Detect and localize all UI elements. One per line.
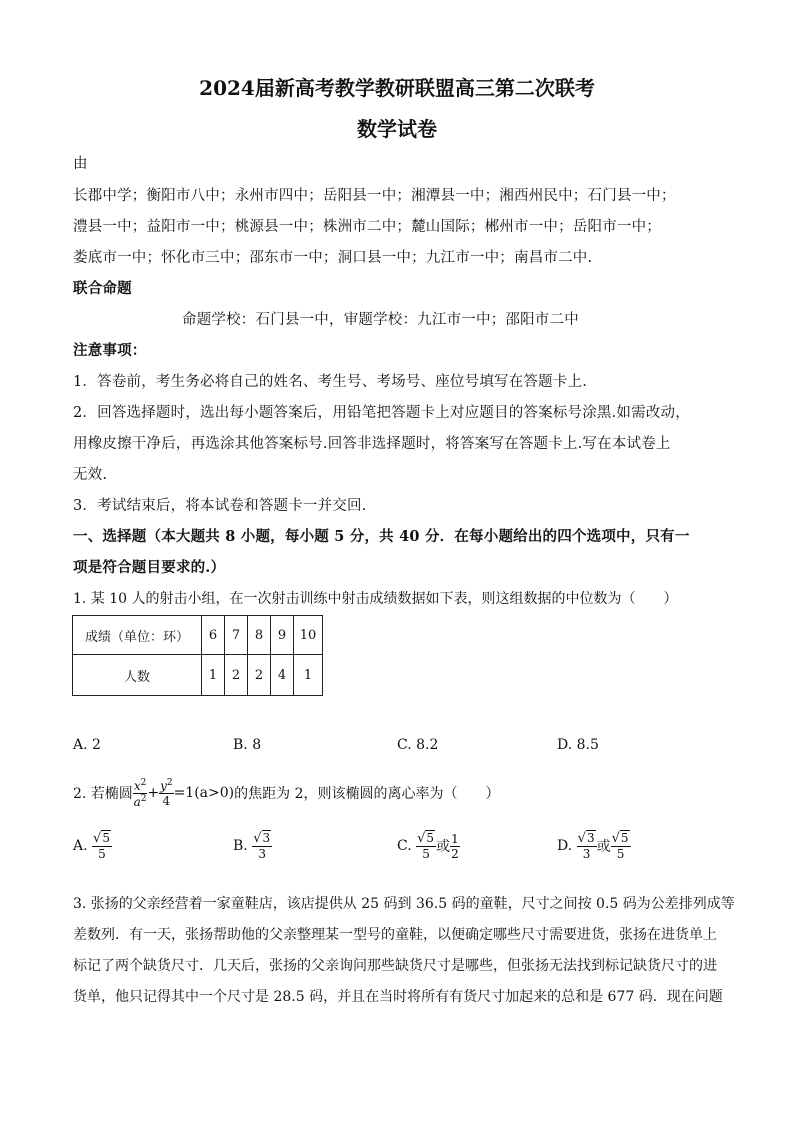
table-cell: 4 [271,655,294,696]
notice-item-2b: 用橡皮擦干净后，再选涂其他答案标号.回答非选择题时，将答案写在答题卡上.写在本试卷上 [73,436,671,452]
q3-line-4: 货单，他只记得其中一个尺寸是 28.5 码，并且在当时将所有有货尺寸加起来的总和是 677 码．现在问题 [73,989,723,1005]
ellipse-term-y: $\frac{y^2}{4}$ [160,778,173,808]
schools-line-1: 长郡中学；衡阳市八中；永州市四中；岳阳县一中；湘潭县一中；湘西州民中；石门县一中； [73,188,676,204]
notice-item-2c: 无效. [73,467,108,483]
table-cell: 8 [248,616,271,655]
schools-line-2: 澧县一中；益阳市一中；桃源县一中；株洲市二中；麓山国际；郴州市一中；岳阳市一中； [73,219,661,235]
q2-option-a: A. $\frac{√5}{5}$ [73,831,110,861]
q3-line-3: 标记了两个缺货尺寸．几天后，张扬的父亲询问那些缺货尺寸是哪些，但张扬无法找到标记缺货尺寸的进 [73,958,717,974]
table-cell: 1 [294,655,323,696]
table-cell: 2 [225,655,248,696]
notice-heading: 注意事项： [73,342,147,359]
exam-subtitle: 数学试卷 [357,117,437,141]
q1-score-table [72,615,323,696]
table-cell: 9 [271,616,294,655]
table-cell: 1 [202,655,225,696]
notice-item-3: 3．考试结束后，将本试卷和答题卡一并交回. [73,498,367,514]
ellipse-eq-tail: =1(a>0) [173,785,235,801]
q1-stem: 1. 某 10 人的射击小组，在一次射击训练中射击成绩数据如下表，则这组数据的中位数为（ ） [73,591,678,607]
joint-label: 联合命题 [73,280,132,297]
notice-item-2a: 2．回答选择题时，选出每小题答案后，用铅笔把答题卡上对应题目的答案标号涂黑.如需改动， [73,405,690,421]
table-cell: 7 [225,616,248,655]
q1-option-b: B. 8 [233,737,262,753]
q3-line-2: 差数列．有一天，张扬帮助他的父亲整理某一型号的童鞋，以便确定哪些尺寸需要进货，张扬在进货单上 [73,927,717,943]
q2-stem-prefix: 2. 若椭圆 [73,786,133,802]
school-roles: 命题学校：石门县一中，审题学校：九江市一中；邵阳市二中 [182,312,579,328]
intro-by: 由 [73,156,88,172]
section1-heading-2: 项是符合题目要求的.） [73,559,226,576]
q2-option-c: C. $\frac{√5}{5}$ 或 $\frac{1}{2}$ [397,831,459,861]
table-header-score: 成绩（单位：环） [73,616,202,655]
table-header-count: 人数 [73,655,202,696]
q2-stem: 2. 若椭圆 $\frac{x^2}{a^2}$ + $\frac{y^2}{4}$ =1(a>0) 的焦距为 2，则该椭圆的离心率为（ ） [73,777,500,809]
ellipse-term-x: $\frac{x^2}{a^2}$ [133,777,147,809]
q1-option-d: D. 8.5 [557,737,599,753]
q2-stem-suffix: 的焦距为 2，则该椭圆的离心率为（ ） [234,786,500,802]
exam-title: 2024届新高考教学教研联盟高三第二次联考 [199,76,595,100]
q1-option-c: C. 8.2 [397,737,439,753]
q3-line-1: 3. 张扬的父亲经营着一家童鞋店，该店提供从 25 码到 36.5 码的童鞋，尺寸之间按 0.5 码为公差排列成等 [73,896,735,912]
section1-heading-1: 一、选择题（本大题共 8 小题，每小题 5 分，共 40 分．在每小题给出的四个选项中，只有一 [73,528,690,545]
q1-option-a: A. 2 [73,737,101,753]
table-cell: 6 [202,616,225,655]
table-cell: 2 [248,655,271,696]
notice-item-1: 1．答卷前，考生务必将自己的姓名、考生号、考场号、座位号填写在答题卡上. [73,374,588,390]
table-cell: 10 [294,616,323,655]
schools-line-3: 娄底市一中；怀化市三中；邵东市一中；洞口县一中；九江市一中；南昌市二中. [73,250,593,266]
q2-option-b: B. $\frac{√3}{3}$ [233,831,271,861]
q2-option-d: D. $\frac{√3}{3}$ 或 $\frac{√5}{5}$ [557,831,629,861]
table-row [73,616,323,655]
table-row [73,655,323,696]
